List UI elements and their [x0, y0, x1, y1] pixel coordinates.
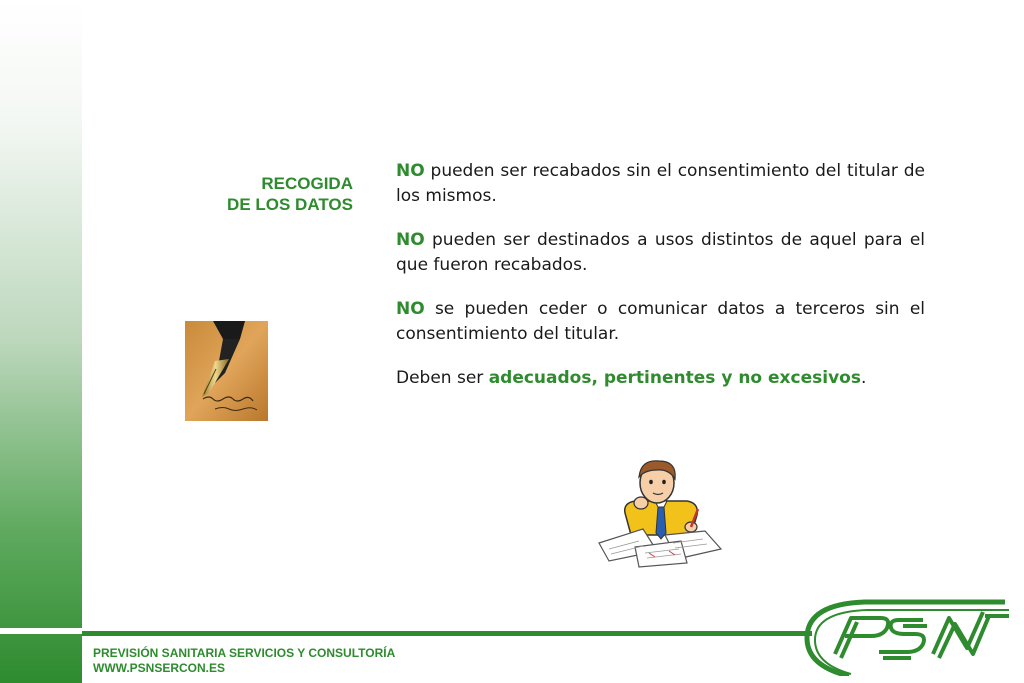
paragraph-2: [396, 228, 925, 278]
paragraph-3: [396, 297, 925, 347]
no-highlight: NO: [396, 299, 425, 319]
final-suffix: .: [860, 368, 867, 388]
footer: [93, 646, 395, 676]
footer-divider: [82, 631, 812, 636]
final-prefix: Deben ser: [396, 368, 489, 388]
paragraph-text: pueden ser destinados a usos distintos de aquel para el que fueron recabados.: [396, 230, 925, 275]
man-writing-icon: [595, 455, 725, 570]
section-title: [133, 173, 353, 215]
no-highlight: NO: [396, 161, 425, 181]
section-title-line2: DE LOS DATOS: [227, 195, 353, 214]
footer-website: WWW.PSNSERCON.ES: [93, 661, 226, 675]
section-title-line1: RECOGIDA: [261, 174, 353, 193]
left-band-divider: [0, 628, 82, 634]
paragraph-1: [396, 159, 925, 209]
no-highlight: NO: [396, 230, 425, 250]
final-highlight: adecuados, pertinentes y no excesivos: [488, 368, 861, 388]
left-gradient-band: [0, 0, 82, 683]
content-body: [396, 159, 925, 410]
footer-company: PREVISIÓN SANITARIA SERVICIOS Y CONSULTORÍA: [93, 646, 396, 660]
paragraph-text: pueden ser recabados sin el consentimiento del titular de los mismos.: [396, 161, 925, 206]
fountain-pen-icon: [185, 321, 268, 421]
paragraph-4: [396, 366, 925, 391]
paragraph-text: se pueden ceder o comunicar datos a terceros sin el consentimiento del titular.: [396, 299, 925, 344]
psn-logo: [795, 596, 1024, 676]
